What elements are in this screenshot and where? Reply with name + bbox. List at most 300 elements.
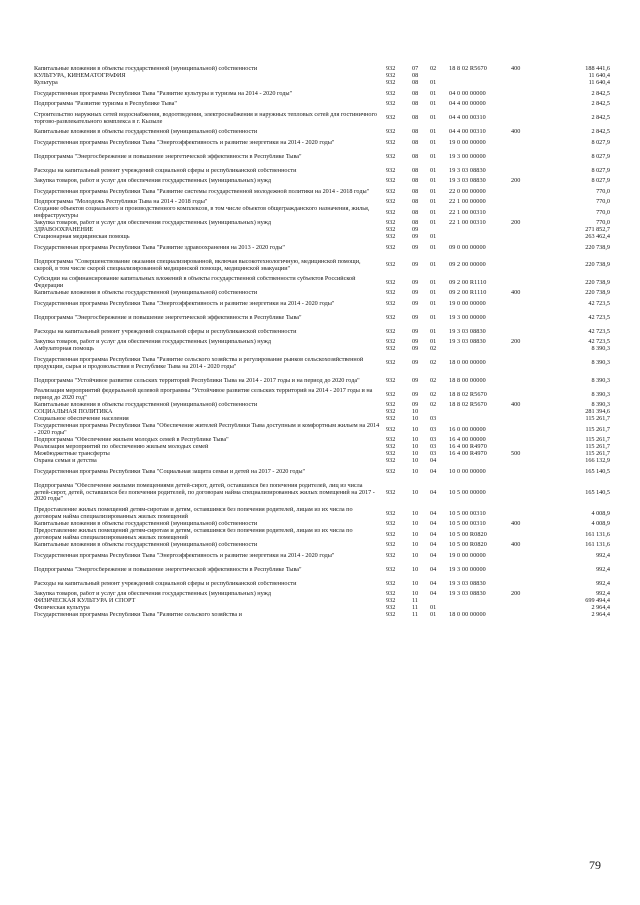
row-name: Социальное обеспечение населения bbox=[34, 416, 129, 423]
row-rz: 09 bbox=[412, 243, 419, 251]
row-pr: 01 bbox=[430, 313, 437, 321]
row-pr: 01 bbox=[430, 152, 437, 160]
row-csr: 09 2 00 R1110 bbox=[449, 289, 487, 297]
row-name: Государственная программа Республики Тыва "Обеспечение жителей Республики Тыва доступным и комфортным жильем на 2014 - 2020 годы" bbox=[34, 423, 380, 436]
row-name: Капитальные вложения в объекты государственной (муниципальной) собственности bbox=[34, 402, 258, 409]
row-rz: 08 bbox=[412, 128, 419, 136]
row-ved: 932 bbox=[386, 261, 396, 269]
row-name: Подпрограмма "Энергосбережение и повышение энергетической эффективности в Республике Тыва" bbox=[34, 314, 302, 321]
row-csr: 18 8 02 R5670 bbox=[449, 390, 487, 398]
table-row bbox=[34, 108, 610, 129]
row-sum: 8 390,3 bbox=[591, 359, 610, 367]
row-rz: 09 bbox=[412, 338, 419, 346]
table-row bbox=[34, 227, 610, 234]
row-ved: 932 bbox=[386, 359, 396, 367]
row-csr: 04 4 00 00310 bbox=[449, 114, 486, 122]
row-name: Предоставление жилых помещений детям-сиротам и детям, оставшимся без попечения родителей, лицам из их числа по договорам найма специализированных жилых помещений bbox=[34, 528, 353, 541]
row-sum: 42 723,5 bbox=[588, 327, 610, 335]
row-csr: 19 0 00 00000 bbox=[449, 138, 486, 146]
row-name: СОЦИАЛЬНАЯ ПОЛИТИКА bbox=[34, 409, 113, 416]
row-rz: 10 bbox=[412, 467, 419, 475]
row-csr: 19 3 00 00000 bbox=[449, 152, 486, 160]
row-sum: 2 964,4 bbox=[591, 604, 610, 612]
row-name: Реализация мероприятий по обеспечению жильем молодых семей bbox=[34, 444, 209, 451]
row-sum: 42 723,5 bbox=[588, 313, 610, 321]
table-row bbox=[34, 73, 610, 80]
row-name: Капитальные вложения в объекты государственной (муниципальной) собственности bbox=[34, 66, 258, 73]
row-sum: 2 842,5 bbox=[591, 89, 610, 97]
row-sum: 115 261,7 bbox=[585, 443, 610, 451]
row-sum: 8 390,3 bbox=[591, 376, 610, 384]
row-rz: 07 bbox=[412, 65, 419, 73]
row-rz: 09 bbox=[412, 359, 419, 367]
row-csr: 18 8 00 00000 bbox=[449, 376, 486, 384]
row-rz: 08 bbox=[412, 114, 419, 122]
row-pr: 01 bbox=[430, 299, 437, 307]
row-rz: 11 bbox=[412, 611, 418, 619]
table-row bbox=[34, 521, 610, 528]
row-rz: 08 bbox=[412, 89, 419, 97]
row-sum: 992,4 bbox=[596, 565, 610, 573]
row-ved: 932 bbox=[386, 289, 396, 297]
row-vr: 400 bbox=[511, 401, 521, 409]
row-name: Подпрограмма "Энергосбережение и повышение энергетической эффективности в Республике Тыва" bbox=[34, 153, 302, 160]
row-csr: 10 5 00 R0820 bbox=[449, 541, 487, 549]
row-pr: 01 bbox=[430, 89, 437, 97]
row-sum: 992,4 bbox=[596, 579, 610, 587]
row-sum: 263 462,4 bbox=[585, 233, 610, 241]
row-name: Расходы на капитальный ремонт учреждений социальной сферы и республиканской собственности bbox=[34, 580, 297, 587]
row-rz: 08 bbox=[412, 72, 419, 80]
row-sum: 166 132,9 bbox=[585, 457, 610, 465]
row-ved: 932 bbox=[386, 166, 396, 174]
row-rz: 10 bbox=[412, 450, 419, 458]
row-pr: 01 bbox=[430, 166, 437, 174]
row-csr: 22 0 00 00000 bbox=[449, 187, 486, 195]
row-pr: 04 bbox=[430, 579, 437, 587]
row-sum: 2 964,4 bbox=[591, 611, 610, 619]
row-rz: 10 bbox=[412, 415, 419, 423]
row-pr: 01 bbox=[430, 138, 437, 146]
row-csr: 22 1 00 00000 bbox=[449, 198, 486, 206]
row-sum: 8 027,9 bbox=[591, 138, 610, 146]
table-row bbox=[34, 178, 610, 185]
row-rz: 10 bbox=[412, 436, 419, 444]
row-ved: 932 bbox=[386, 551, 396, 559]
table-row bbox=[34, 136, 610, 150]
row-ved: 932 bbox=[386, 488, 396, 496]
row-rz: 10 bbox=[412, 579, 419, 587]
row-csr: 19 3 03 08830 bbox=[449, 590, 486, 598]
row-ved: 932 bbox=[386, 278, 396, 286]
row-sum: 220 738,9 bbox=[585, 243, 610, 251]
row-sum: 4 008,9 bbox=[591, 520, 610, 528]
table-row bbox=[34, 297, 610, 311]
row-sum: 115 261,7 bbox=[585, 415, 610, 423]
row-ved: 932 bbox=[386, 467, 396, 475]
row-sum: 8 027,9 bbox=[591, 152, 610, 160]
row-rz: 08 bbox=[412, 187, 419, 195]
row-pr: 02 bbox=[430, 376, 437, 384]
row-ved: 932 bbox=[386, 208, 396, 216]
row-pr: 01 bbox=[430, 128, 437, 136]
row-ved: 932 bbox=[386, 509, 396, 517]
row-pr: 01 bbox=[430, 114, 437, 122]
row-sum: 770,0 bbox=[596, 187, 610, 195]
row-rz: 10 bbox=[412, 590, 419, 598]
row-csr: 09 2 00 00000 bbox=[449, 261, 486, 269]
row-ved: 932 bbox=[386, 376, 396, 384]
table-row bbox=[34, 423, 610, 437]
row-sum: 281 394,6 bbox=[585, 408, 610, 416]
row-sum: 165 140,5 bbox=[585, 488, 610, 496]
row-sum: 165 140,5 bbox=[585, 467, 610, 475]
table-row bbox=[34, 409, 610, 416]
row-sum: 161 131,6 bbox=[585, 530, 610, 538]
row-rz: 09 bbox=[412, 401, 419, 409]
row-sum: 161 131,6 bbox=[585, 541, 610, 549]
row-rz: 09 bbox=[412, 299, 419, 307]
row-rz: 10 bbox=[412, 551, 419, 559]
row-ved: 932 bbox=[386, 443, 396, 451]
row-ved: 932 bbox=[386, 345, 396, 353]
row-name: Предоставление жилых помещений детям-сиротам и детям, оставшимся без попечения родителей, лицам из их числа по договорам найма специализированных жилых помещений bbox=[34, 507, 353, 520]
row-csr: 19 3 03 08830 bbox=[449, 177, 486, 185]
row-ved: 932 bbox=[386, 579, 396, 587]
row-pr: 01 bbox=[430, 289, 437, 297]
row-pr: 04 bbox=[430, 457, 437, 465]
row-sum: 115 261,7 bbox=[585, 450, 610, 458]
table-row bbox=[34, 444, 610, 451]
row-csr: 10 5 00 00000 bbox=[449, 488, 486, 496]
row-rz: 10 bbox=[412, 509, 419, 517]
row-pr: 02 bbox=[430, 345, 437, 353]
row-csr: 09 0 00 00000 bbox=[449, 243, 486, 251]
row-ved: 932 bbox=[386, 114, 396, 122]
row-csr: 22 1 00 00310 bbox=[449, 219, 486, 227]
row-pr: 03 bbox=[430, 450, 437, 458]
table-row bbox=[34, 101, 610, 108]
row-ved: 932 bbox=[386, 450, 396, 458]
row-ved: 932 bbox=[386, 198, 396, 206]
table-row bbox=[34, 185, 610, 199]
row-ved: 932 bbox=[386, 177, 396, 185]
row-ved: 932 bbox=[386, 152, 396, 160]
row-pr: 04 bbox=[430, 551, 437, 559]
row-rz: 09 bbox=[412, 226, 419, 234]
row-pr: 01 bbox=[430, 208, 437, 216]
row-ved: 932 bbox=[386, 65, 396, 73]
row-ved: 932 bbox=[386, 565, 396, 573]
row-csr: 09 2 00 R1110 bbox=[449, 278, 487, 286]
row-ved: 932 bbox=[386, 128, 396, 136]
row-csr: 04 0 00 00000 bbox=[449, 89, 486, 97]
row-sum: 992,4 bbox=[596, 590, 610, 598]
table-row bbox=[34, 479, 610, 507]
row-csr: 18 0 00 00000 bbox=[449, 359, 486, 367]
row-csr: 19 3 03 08830 bbox=[449, 579, 486, 587]
row-name: Капитальные вложения в объекты государственной (муниципальной) собственности bbox=[34, 129, 258, 136]
row-csr: 10 5 00 R0820 bbox=[449, 530, 487, 538]
row-pr: 04 bbox=[430, 520, 437, 528]
table-row bbox=[34, 612, 610, 619]
row-pr: 02 bbox=[430, 65, 437, 73]
row-vr: 200 bbox=[511, 219, 521, 227]
row-csr: 10 0 00 00000 bbox=[449, 467, 486, 475]
row-name: Государственная программа Республики Тыва "Энергоэффективность и развитие энергетики на 2014 - 2020 годы" bbox=[34, 139, 335, 146]
row-rz: 08 bbox=[412, 208, 419, 216]
row-sum: 699 494,4 bbox=[585, 597, 610, 605]
row-rz: 09 bbox=[412, 390, 419, 398]
row-sum: 770,0 bbox=[596, 208, 610, 216]
row-ved: 932 bbox=[386, 541, 396, 549]
row-ved: 932 bbox=[386, 226, 396, 234]
row-name: Охрана семьи и детства bbox=[34, 458, 97, 465]
row-sum: 770,0 bbox=[596, 219, 610, 227]
row-name: Строительство наружных сетей водоснабжения, водоотведения, электроснабжения и наружных тепловых сетей для гостиничного торгово-развлекательного комплекса в г. Кызыле bbox=[34, 111, 377, 125]
row-sum: 42 723,5 bbox=[588, 338, 610, 346]
row-name: Подпрограмма "Обеспечение жильем молодых семей в Республике Тыва" bbox=[34, 437, 229, 444]
table-row bbox=[34, 129, 610, 136]
table-row bbox=[34, 465, 610, 479]
row-vr: 400 bbox=[511, 520, 521, 528]
row-name: Создание объектов социального и производственного комплексов, в том числе объектов общегражданского назначения, жилья, инфраструктуры bbox=[34, 206, 370, 219]
row-name: ЗДРАВООХРАНЕНИЕ bbox=[34, 227, 94, 234]
table-row bbox=[34, 234, 610, 241]
row-ved: 932 bbox=[386, 390, 396, 398]
row-ved: 932 bbox=[386, 100, 396, 108]
table-row bbox=[34, 563, 610, 577]
row-pr: 01 bbox=[430, 327, 437, 335]
row-csr: 18 8 02 R5670 bbox=[449, 65, 487, 73]
row-pr: 01 bbox=[430, 233, 437, 241]
row-rz: 10 bbox=[412, 541, 419, 549]
row-sum: 2 842,5 bbox=[591, 128, 610, 136]
row-name: Реализация мероприятий федеральной целевой программы "Устойчивое развитие сельских территорий на 2014 - 2017 годы и на период до 2020 год" bbox=[34, 388, 373, 401]
row-rz: 11 bbox=[412, 597, 418, 605]
row-sum: 992,4 bbox=[596, 551, 610, 559]
row-pr: 04 bbox=[430, 590, 437, 598]
row-rz: 09 bbox=[412, 327, 419, 335]
row-pr: 01 bbox=[430, 604, 437, 612]
table-row bbox=[34, 528, 610, 542]
row-rz: 08 bbox=[412, 166, 419, 174]
row-ved: 932 bbox=[386, 457, 396, 465]
row-rz: 08 bbox=[412, 79, 419, 87]
row-sum: 8 390,3 bbox=[591, 345, 610, 353]
row-name: Государственная программа Республики Тыва "Развитие сельского хозяйства и bbox=[34, 612, 242, 619]
row-name: Закупка товаров, работ и услуг для обеспечения государственных (муниципальных) нужд bbox=[34, 591, 272, 598]
row-csr: 19 3 03 08830 bbox=[449, 327, 486, 335]
row-vr: 200 bbox=[511, 338, 521, 346]
row-sum: 220 738,9 bbox=[585, 261, 610, 269]
row-sum: 8 390,3 bbox=[591, 401, 610, 409]
row-sum: 2 842,5 bbox=[591, 114, 610, 122]
row-ved: 932 bbox=[386, 520, 396, 528]
row-vr: 500 bbox=[511, 450, 521, 458]
row-name: Расходы на капитальный ремонт учреждений социальной сферы и республиканской собственности bbox=[34, 167, 297, 174]
row-pr: 02 bbox=[430, 390, 437, 398]
row-csr: 10 5 00 00310 bbox=[449, 509, 486, 517]
row-name: Государственная программа Республики Тыва "Развитие здравоохранения на 2013 - 2020 годы" bbox=[34, 244, 285, 251]
row-ved: 932 bbox=[386, 604, 396, 612]
row-name: КУЛЬТУРА, КИНЕМАТОГРАФИЯ bbox=[34, 73, 126, 80]
row-name: Расходы на капитальный ремонт учреждений социальной сферы и республиканской собственности bbox=[34, 328, 297, 335]
table-row bbox=[34, 437, 610, 444]
row-rz: 08 bbox=[412, 152, 419, 160]
row-ved: 932 bbox=[386, 401, 396, 409]
row-rz: 09 bbox=[412, 289, 419, 297]
row-csr: 19 0 00 00000 bbox=[449, 299, 486, 307]
table-row bbox=[34, 542, 610, 549]
row-pr: 01 bbox=[430, 219, 437, 227]
row-ved: 932 bbox=[386, 327, 396, 335]
row-rz: 10 bbox=[412, 408, 419, 416]
row-rz: 10 bbox=[412, 530, 419, 538]
row-name: Подпрограмма "Энергосбережение и повышение энергетической эффективности в Республике Тыва" bbox=[34, 566, 302, 573]
row-name: Субсидии на софинансирование капитальных вложений в объекты государственной собственности субъектов Российской Федерации bbox=[34, 276, 356, 289]
table-row bbox=[34, 199, 610, 206]
row-sum: 8 390,3 bbox=[591, 390, 610, 398]
row-name: Подпрограмма "Молодежь Республики Тыва на 2014 - 2018 годы" bbox=[34, 199, 208, 206]
row-name: Государственная программа Республики Тыва "Энергоэффективность и развитие энергетики на 2014 - 2020 годы" bbox=[34, 552, 335, 559]
row-name: Государственная программа Республики Тыва "Энергоэффективность и развитие энергетики на 2014 - 2020 годы" bbox=[34, 300, 335, 307]
row-csr: 19 3 03 08830 bbox=[449, 166, 486, 174]
row-name: Физическая культура bbox=[34, 605, 90, 612]
row-rz: 08 bbox=[412, 138, 419, 146]
row-rz: 09 bbox=[412, 278, 419, 286]
row-rz: 08 bbox=[412, 100, 419, 108]
table-row bbox=[34, 150, 610, 164]
row-rz: 10 bbox=[412, 443, 419, 451]
row-pr: 04 bbox=[430, 530, 437, 538]
row-sum: 11 640,4 bbox=[588, 79, 610, 87]
row-pr: 01 bbox=[430, 611, 437, 619]
row-name: Государственная программа Республики Тыва "Социальная защита семьи и детей на 2017 - 2020 годы" bbox=[34, 468, 306, 475]
row-rz: 09 bbox=[412, 233, 419, 241]
row-sum: 188 441,6 bbox=[585, 65, 610, 73]
table-row bbox=[34, 549, 610, 563]
page-number: 79 bbox=[589, 858, 601, 872]
table-row bbox=[34, 346, 610, 353]
table-row bbox=[34, 206, 610, 220]
row-rz: 09 bbox=[412, 376, 419, 384]
row-csr: 10 5 00 00310 bbox=[449, 520, 486, 528]
row-csr: 19 3 00 00000 bbox=[449, 565, 486, 573]
row-pr: 01 bbox=[430, 177, 437, 185]
table-row bbox=[34, 374, 610, 388]
row-pr: 01 bbox=[430, 79, 437, 87]
row-pr: 02 bbox=[430, 401, 437, 409]
row-csr: 16 0 00 00000 bbox=[449, 425, 486, 433]
table-row bbox=[34, 255, 610, 276]
table-row bbox=[34, 388, 610, 402]
row-vr: 400 bbox=[511, 289, 521, 297]
row-name: Закупка товаров, работ и услуг для обеспечения государственных (муниципальных) нужд bbox=[34, 178, 272, 185]
row-pr: 02 bbox=[430, 359, 437, 367]
table-row bbox=[34, 80, 610, 87]
table-row bbox=[34, 577, 610, 591]
row-vr: 200 bbox=[511, 177, 521, 185]
row-pr: 01 bbox=[430, 278, 437, 286]
row-sum: 220 738,9 bbox=[585, 289, 610, 297]
row-sum: 115 261,7 bbox=[585, 425, 610, 433]
row-sum: 220 738,9 bbox=[585, 278, 610, 286]
row-rz: 08 bbox=[412, 177, 419, 185]
row-pr: 01 bbox=[430, 100, 437, 108]
row-ved: 932 bbox=[386, 436, 396, 444]
row-csr: 19 0 00 00000 bbox=[449, 551, 486, 559]
row-ved: 932 bbox=[386, 138, 396, 146]
row-name: Капитальные вложения в объекты государственной (муниципальной) собственности bbox=[34, 521, 258, 528]
row-sum: 4 008,9 bbox=[591, 509, 610, 517]
table-row bbox=[34, 598, 610, 605]
row-pr: 04 bbox=[430, 565, 437, 573]
row-csr: 04 4 00 00310 bbox=[449, 128, 486, 136]
row-csr: 16 4 00 R4970 bbox=[449, 443, 487, 451]
row-name: ФИЗИЧЕСКАЯ КУЛЬТУРА И СПОРТ bbox=[34, 598, 136, 605]
row-pr: 01 bbox=[430, 243, 437, 251]
row-ved: 932 bbox=[386, 611, 396, 619]
row-rz: 10 bbox=[412, 488, 419, 496]
row-ved: 932 bbox=[386, 590, 396, 598]
row-rz: 10 bbox=[412, 425, 419, 433]
row-csr: 18 8 02 R5670 bbox=[449, 401, 487, 409]
row-rz: 08 bbox=[412, 219, 419, 227]
row-pr: 01 bbox=[430, 198, 437, 206]
table-row bbox=[34, 458, 610, 465]
row-sum: 115 261,7 bbox=[585, 436, 610, 444]
row-pr: 03 bbox=[430, 436, 437, 444]
row-name: Капитальные вложения в объекты государственной (муниципальной) собственности bbox=[34, 290, 258, 297]
row-name: Подпрограмма "Устойчивое развитие сельских территорий Республики Тыва на 2014 - 2017 годы и на период до 2020 года" bbox=[34, 377, 360, 384]
row-csr: 19 3 03 08830 bbox=[449, 338, 486, 346]
row-pr: 04 bbox=[430, 467, 437, 475]
row-csr: 22 1 00 00310 bbox=[449, 208, 486, 216]
row-name: Капитальные вложения в объекты государственной (муниципальной) собственности bbox=[34, 542, 258, 549]
row-vr: 400 bbox=[511, 128, 521, 136]
row-ved: 932 bbox=[386, 72, 396, 80]
row-ved: 932 bbox=[386, 408, 396, 416]
row-csr: 18 0 00 00000 bbox=[449, 611, 486, 619]
row-csr: 04 4 00 00000 bbox=[449, 100, 486, 108]
row-sum: 8 027,9 bbox=[591, 177, 610, 185]
row-ved: 932 bbox=[386, 79, 396, 87]
table-row bbox=[34, 87, 610, 101]
table-row bbox=[34, 416, 610, 423]
row-sum: 271 852,7 bbox=[585, 226, 610, 234]
row-vr: 200 bbox=[511, 590, 521, 598]
table-row bbox=[34, 290, 610, 297]
row-rz: 10 bbox=[412, 457, 419, 465]
table-row bbox=[34, 451, 610, 458]
row-rz: 11 bbox=[412, 604, 418, 612]
row-pr: 01 bbox=[430, 261, 437, 269]
row-ved: 932 bbox=[386, 233, 396, 241]
row-ved: 932 bbox=[386, 530, 396, 538]
row-pr: 01 bbox=[430, 338, 437, 346]
row-csr: 19 3 00 00000 bbox=[449, 313, 486, 321]
row-ved: 932 bbox=[386, 415, 396, 423]
row-csr: 16 4 00 R4970 bbox=[449, 450, 487, 458]
row-sum: 770,0 bbox=[596, 198, 610, 206]
row-ved: 932 bbox=[386, 243, 396, 251]
row-vr: 400 bbox=[511, 541, 521, 549]
row-pr: 04 bbox=[430, 509, 437, 517]
row-name: Подпрограмма "Совершенствование оказания специализированной, включая высокотехнологичную, медицинской помощи, скорой, в том числе скорой специализированной медицинской помощи, медицинской эвакуации" bbox=[34, 258, 361, 272]
row-name: Закупка товаров, работ и услуг для обеспечения государственных (муниципальных) нужд bbox=[34, 220, 272, 227]
row-name: Государственная программа Республики Тыва "Развитие сельского хозяйства и регулирование рынков сельскохозяйственной продукции, сырья и продовольствия в Республике Тыва на 2014 - 2020 годы" bbox=[34, 356, 364, 370]
